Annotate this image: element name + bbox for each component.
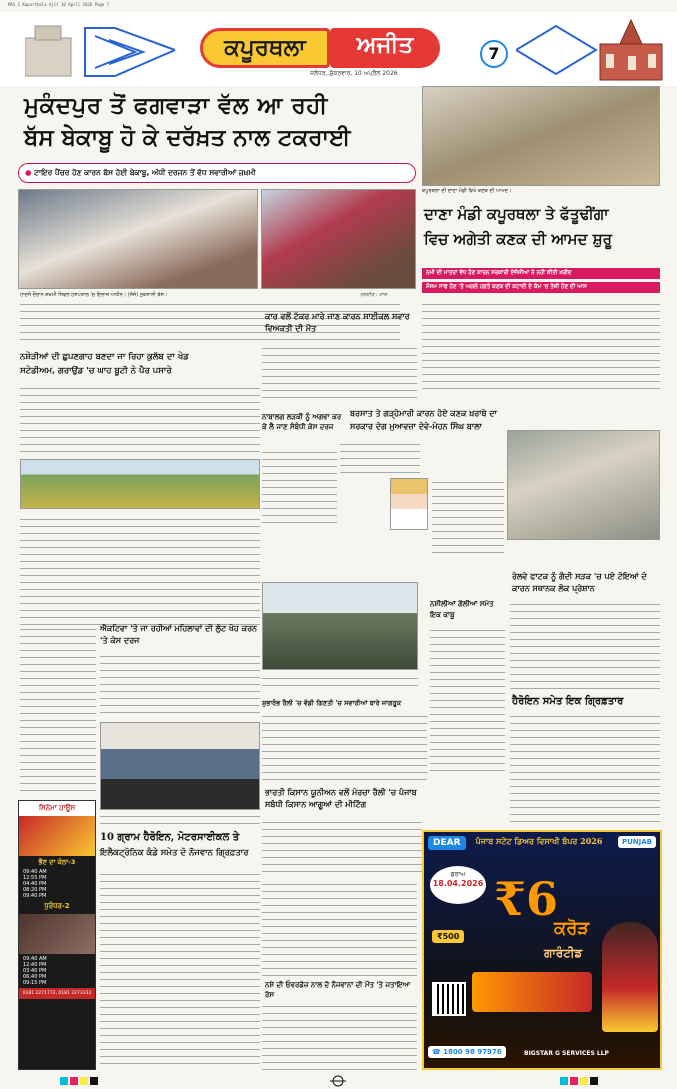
grain-headline-line-1: ਦਾਣਾ ਮੰਡੀ ਕਪੂਰਥਲਾ ਤੇ ਫੱਤੂਢੀਂਗਾ <box>424 205 609 223</box>
cinema-film-1-schedule <box>19 869 95 899</box>
overdose-death-text <box>262 1002 417 1072</box>
phone-icon: ☎ <box>432 1048 441 1056</box>
minor-girl-headline: ਨਾਬਾਲਗ ਲੜਕੀ ਨੂੰ ਅਗਵਾ ਕਰ ਕੇ ਲੈ ਜਾਣ ਸੰਬੰਧੀ ਕੇਸ ਦਰਜ <box>262 412 342 431</box>
pills-story-text <box>430 626 505 776</box>
showtime: 03:40 PM <box>23 968 47 974</box>
bottom-heroin-headline-line-1: 10 ਗ੍ਰਾਮ ਹੈਰੋਇਨ, ਮੋਟਰਸਾਈਕਲ ਤੇ <box>100 832 240 843</box>
lead-photo-bus <box>261 189 416 289</box>
heroin-arrest-headline: ਹੈਰੋਇਨ ਸਮੇਤ ਇਕ ਗ੍ਰਿਫ਼ਤਾਰ <box>512 696 624 707</box>
left-narrow-text <box>20 625 96 795</box>
lottery-ad[interactable] <box>422 830 662 1070</box>
rally-story-text <box>262 712 427 782</box>
sewage-headline: ਰੇਲਵੇ ਫਾਟਕ ਨੂੰ ਗੰਦੀ ਸੜਕ 'ਚ ਪਏ ਟੋਇਆਂ ਦੇ ਕਾਰਨ ਸਥਾਨਕ ਲੋਕ ਪ੍ਰੇਸ਼ਾਨ <box>512 571 647 593</box>
women-snatch-headline: ਐਕਟਿਵਾ 'ਤੇ ਜਾ ਰਹੀਆਂ ਮਹਿਲਾਵਾਂ ਦੀ ਲੁੱਟ ਖੋਹ ਕਰਨ 'ਤੇ ਕੇਸ ਦਰਜ <box>100 623 258 645</box>
police-group-photo <box>262 582 418 670</box>
drug-den-headline-line-1: ਨਸ਼ੇੜੀਆਂ ਦੀ ਛੁਪਣਗਾਹ ਬਣਦਾ ਜਾ ਰਿਹਾ ਕੁਲੱਬ ਦਾ ਖੇਡ <box>20 352 189 362</box>
page-slug: MAS 1 Kapurthala Ajit 10 April 2026 Page 7 <box>8 2 110 7</box>
masthead-logo <box>200 28 450 77</box>
grain-market-photo <box>422 86 660 186</box>
registration-marks-icon <box>0 1074 677 1089</box>
lottery-helpline: ☎ 1800 98 97976 <box>428 1046 506 1058</box>
cinema-film-2-title: ਧੁਰੰਧਰ-2 <box>44 902 70 910</box>
lottery-draw-label: ਡਰਾਅ <box>450 871 466 878</box>
minor-girl-story-text <box>262 448 337 528</box>
farmers-meeting-headline: ਭਾਰਤੀ ਕਿਸਾਨ ਯੂਨੀਅਨ ਵਲੋਂ ਮੋਰਚਾ ਰੈਲੀ 'ਚ ਪੰਜਾਬ ਸਬੰਧੀ ਕਿਸਾਨ ਆਗੂਆਂ ਦੀ ਮੀਟਿੰਗ <box>265 787 417 809</box>
grain-bullet-1: ਨਮੀ ਦੀ ਮਾਤਰਾ ਵੱਧ ਹੋਣ ਕਾਰਨ ਸਰਕਾਰੀ ਏਜੰਸੀਆਂ ਨੇ ਨਹੀਂ ਕੀਤੀ ਖ਼ਰੀਦ <box>422 268 660 279</box>
arrest-photo <box>100 722 260 810</box>
lottery-draw-box <box>430 866 486 904</box>
lottery-mrp: ₹500 <box>432 930 464 943</box>
cinema-brand: ਸਿਨੇਮਾ ਹਾਊਸ <box>19 801 95 816</box>
masthead-dateline: ਜਲੰਧਰ, ਸ਼ੁੱਕਰਵਾਰ, 10 ਅਪ੍ਰੈਲ 2026 <box>310 70 398 77</box>
lottery-mascot <box>602 922 658 1032</box>
showtime: 08:20 PM <box>23 887 47 893</box>
sewage-photo <box>507 430 660 540</box>
lead-photo-hospital <box>18 189 258 289</box>
sewage-story-text <box>510 600 660 690</box>
grain-headline-line-2: ਵਿਚ ਅਗੇਤੀ ਕਣਕ ਦੀ ਆਮਦ ਸ਼ੁਰੂ <box>424 230 612 248</box>
masthead-title-right: ਅਜੀਤ <box>330 28 440 68</box>
lottery-ticket-image <box>472 972 592 1012</box>
cinema-film-2-poster <box>19 914 95 954</box>
masthead-right-ornament <box>516 16 666 82</box>
showtime: 09:15 PM <box>23 980 47 986</box>
lead-headline-line-1: ਮੁਕੰਦਪੁਰ ਤੋਂ ਫਗਵਾੜਾ ਵੱਲ ਆ ਰਹੀ <box>24 92 328 119</box>
drug-den-headline-line-2: ਸਟੇਡੀਅਮ, ਗਰਾਉਂਡ 'ਚ ਘਾਹ ਬੂਟੀ ਨੇ ਪੈਰ ਪਸਾਰੇ <box>20 366 172 376</box>
heroin-arrest-story-text <box>510 712 660 824</box>
lottery-prize-amount: ₹6 <box>494 872 559 926</box>
arrest-photo-caption <box>100 812 260 828</box>
lottery-prize-unit: ਕਰੋੜ <box>554 918 590 939</box>
cyclist-headline: ਕਾਰ ਵਲੋਂ ਟੱਕਰ ਮਾਰੇ ਜਾਣ ਕਾਰਨ ਸਾਈਕਲ ਸਵਾਰ ਵਿਅਕਤੀ ਦੀ ਮੌਤ <box>265 311 410 333</box>
drug-den-story-text <box>20 384 260 454</box>
compensation-story-text-2 <box>432 478 504 558</box>
rain-loss-headline: ਬਰਸਾਤ ਤੇ ਗੜ੍ਹੇਮਾਰੀ ਕਾਰਨ ਹੋਏ ਕਣਕ ਖ਼ਰਾਬੇ ਦਾ <box>350 408 497 418</box>
lead-bullet: ● ਟਾਇਰ ਪੈਂਚਰ ਹੋਣ ਕਾਰਨ ਬੱਸ ਹੋਈ ਬੇਕਾਬੂ, ਅੱਧੀ ਦਰਜਨ ਤੋਂ ਵੱਧ ਸਵਾਰੀਆਂ ਜ਼ਖ਼ਮੀ <box>18 163 416 183</box>
stadium-photo <box>20 459 260 509</box>
overdose-death-headline: ਨਸ਼ੇ ਦੀ ਓਵਰਡੋਜ਼ ਨਾਲ ਦੋ ਨੌਜਵਾਨਾਂ ਦੀ ਮੌਤ 'ਤੇ ਜਤਾਇਆ ਰੋਸ <box>265 980 411 999</box>
lottery-draw-date: 18.04.2026 <box>432 879 484 888</box>
lottery-prize-sub: ਗਾਰੰਟੀਡ <box>544 946 583 960</box>
showtime: 12:55 PM <box>23 875 47 881</box>
masthead <box>0 12 677 86</box>
bottom-heroin-headline-line-2: ਇਲੈਕਟ੍ਰੋਨਿਕ ਕੰਡੇ ਸਮੇਤ ਦੋ ਨੌਜਵਾਨ ਗ੍ਰਿਫ਼ਤਾਰ <box>100 848 249 858</box>
page-number-badge: 7 <box>480 40 508 68</box>
fort-illustration-icon <box>25 18 175 82</box>
compensation-story-text <box>340 440 420 476</box>
police-group-caption <box>262 674 418 692</box>
lead-photo-caption: ਹਾਦਸੇ ਦੌਰਾਨ ਜ਼ਖ਼ਮੀ ਸਿਵਲ ਹਸਪਤਾਲ 'ਚ ਇਲਾਜ ਅਧੀਨ। (ਸੱਜੇ) ਨੁਕਸਾਨੀ ਬੱਸ। <box>20 292 168 298</box>
left-column-text <box>20 515 260 625</box>
pills-headline: ਨਸ਼ੀਲੀਆਂ ਗੋਲੀਆਂ ਸਮੇਤ ਇਕ ਕਾਬੂ <box>430 599 494 619</box>
cinema-film-1-title: ਭੈਣ ਦਾ ਕੋਠਾ-3 <box>38 858 76 866</box>
lottery-punjab-label: PUNJAB <box>618 836 656 848</box>
center-bottom-text <box>262 880 417 976</box>
lottery-badge: DEAR <box>428 836 466 850</box>
showtime: 06:40 PM <box>23 974 47 980</box>
cinema-ad[interactable] <box>18 800 96 1070</box>
showtime: 09:40 AM <box>23 956 47 962</box>
bullet-dot-icon: ● <box>25 168 32 177</box>
lead-photo-credit: ਤਸਵੀਰ : ਵਾਸ <box>360 292 388 298</box>
masthead-title-left: ਕਪੂਰਥਲਾ <box>200 28 330 68</box>
lead-headline-line-2: ਬੱਸ ਬੇਕਾਬੂ ਹੋ ਕੇ ਦਰੱਖ਼ਤ ਨਾਲ ਟਕਰਾਈ <box>24 124 351 151</box>
cinema-phones: 0181 2271772, 0181 2273333 <box>19 988 95 999</box>
cyclist-story-text <box>262 344 417 404</box>
cinema-film-2-schedule <box>19 954 95 988</box>
grain-photo-caption: ਕਪੂਰਥਲਾ ਦੀ ਦਾਣਾ ਮੰਡੀ ਵਿਖੇ ਕਣਕ ਦੀ ਆਮਦ। <box>422 188 512 194</box>
lottery-title: ਪੰਜਾਬ ਸਟੇਟ ਡਿਅਰ ਵਿਸਾਖੀ ਬੰਪਰ 2026 <box>475 836 603 846</box>
rally-headline: ਸ਼ੁਭਾਰੰਭ ਰੈਲੀ 'ਚ ਵੱਡੀ ਗਿਣਤੀ 'ਚ ਸਵਾਰੀਆਂ ਬਾਰੇ ਜਾਗਰੂਕ <box>262 699 401 707</box>
lottery-qr-code <box>432 982 466 1016</box>
bottom-heroin-text <box>100 870 260 1070</box>
showtime: 04:40 PM <box>23 881 47 887</box>
showtime: 12:40 PM <box>23 962 47 968</box>
masthead-left-ornament <box>25 18 175 82</box>
grain-bullet-2: ਮੌਸਮ ਸਾਫ ਹੋਣ 'ਤੇ ਅਗਲੇ ਹਫ਼ਤੇ ਕਣਕ ਦੀ ਕਟਾਈ ਦੇ ਕੰਮ 'ਚ ਤੇਜ਼ੀ ਹੋਣ ਦੀ ਆਸ <box>422 282 660 293</box>
showtime: 09:40 PM <box>23 893 47 899</box>
registration-strip <box>0 1074 677 1089</box>
farmers-meeting-text <box>262 818 422 878</box>
compensation-headline: ਸਰਕਾਰ ਦੇਗ ਮੁਆਵਜ਼ਾ ਦੇਵੇ-ਮੋਹਨ ਸਿੰਘ ਬਾਲਾ <box>350 421 482 431</box>
lottery-footer: BIGSTAR G SERVICES LLP <box>524 1050 609 1057</box>
showtime: 09:40 AM <box>23 869 47 875</box>
cinema-film-1-poster <box>19 816 95 856</box>
women-snatch-story-text <box>100 652 260 718</box>
politician-portrait <box>390 478 428 530</box>
grain-story-text <box>422 300 660 390</box>
church-illustration-icon <box>516 16 666 82</box>
